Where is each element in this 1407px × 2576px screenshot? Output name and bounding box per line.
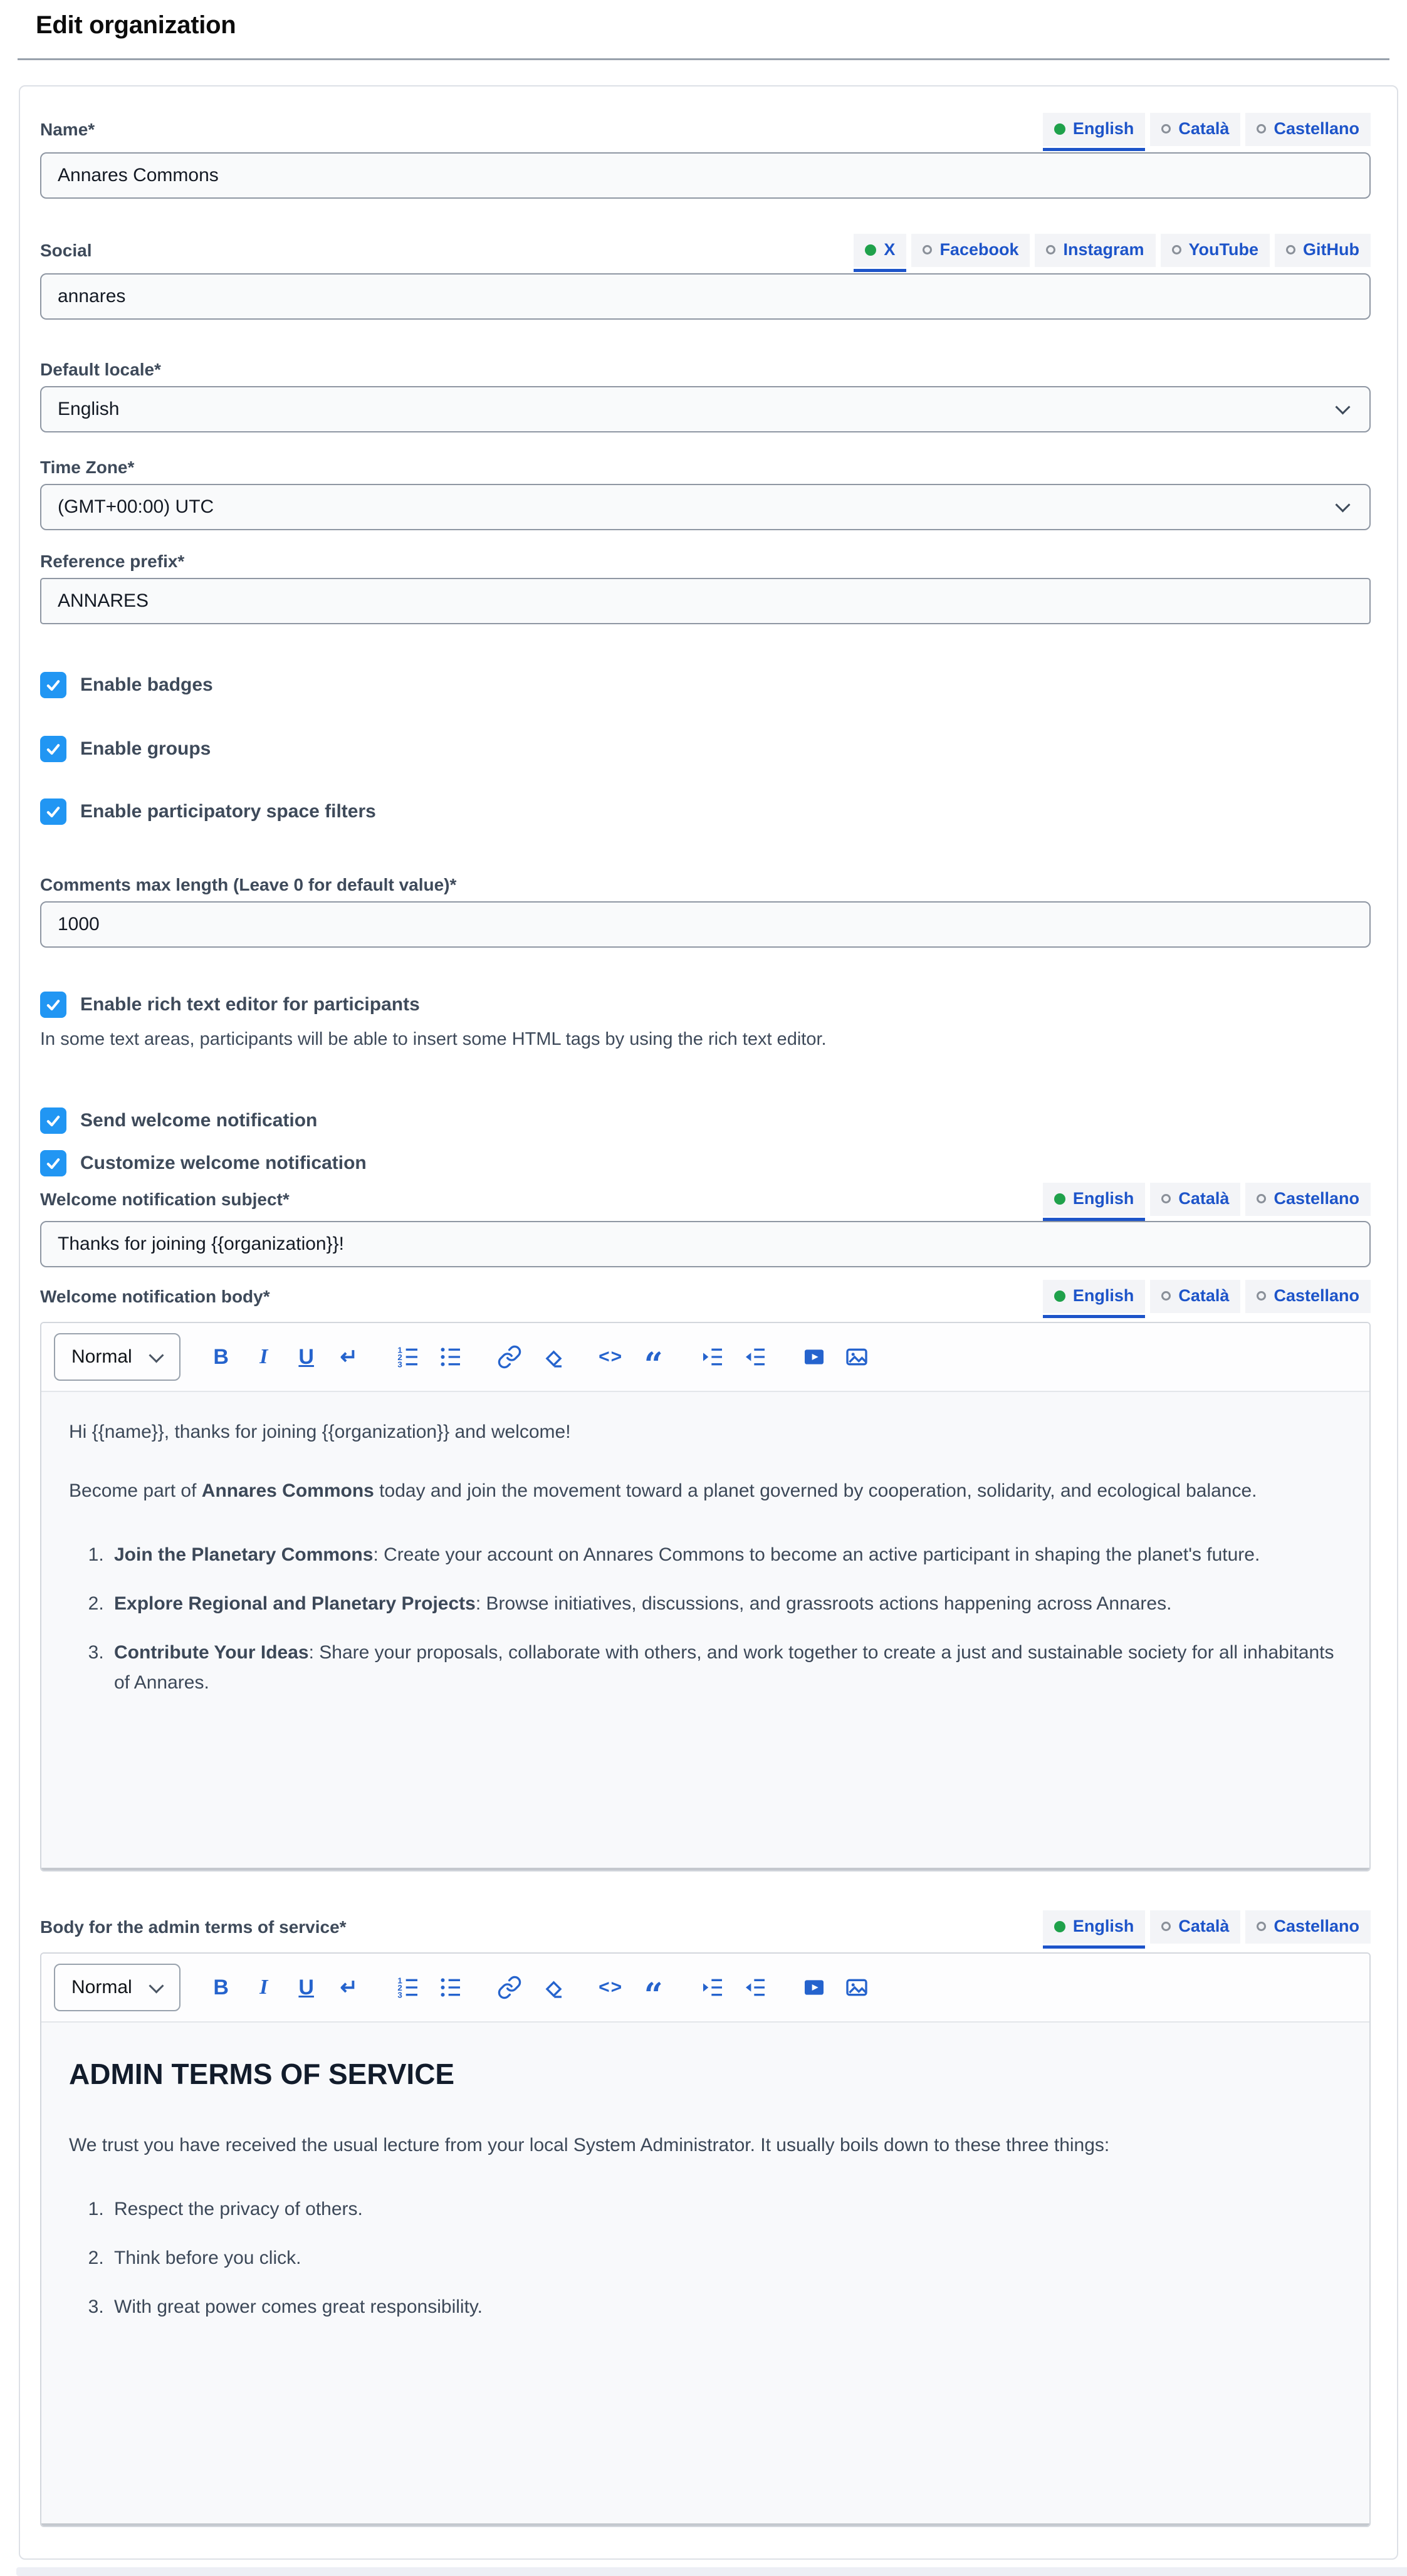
admin-editor-toolbar (41, 1954, 1369, 2021)
active-locale-dot-icon (1054, 1193, 1065, 1205)
svg-text:3: 3 (397, 1359, 402, 1369)
chevron-down-icon (1335, 399, 1350, 414)
locale-tab-label: Castellano (1274, 1917, 1359, 1935)
chevron-down-icon (149, 1348, 164, 1363)
indent-icon[interactable] (698, 1341, 727, 1373)
clear-format-icon[interactable] (538, 1972, 567, 2003)
bullet-list-icon[interactable] (436, 1341, 465, 1373)
clear-format-icon[interactable] (538, 1341, 567, 1373)
paragraph-style-value: Normal (71, 1346, 132, 1367)
enable-space-filters-label: Enable participatory space filters (80, 801, 376, 822)
welcome-paragraph-2: Become part of Annares Commons today and join the movement toward a planet governed by cooperation, solidarity, and ecological balance. (69, 1480, 1257, 1501)
inactive-locale-ring-icon (1161, 1291, 1171, 1301)
welcome-subject-label: Welcome notification subject* (40, 1189, 290, 1209)
enable-rich-text-checkbox[interactable] (40, 992, 66, 1018)
welcome-subject-input[interactable] (40, 1221, 1371, 1267)
admin-tos-list (69, 2194, 1342, 2322)
locale-tab-english[interactable] (1043, 1280, 1146, 1313)
inactive-locale-ring-icon (1257, 124, 1266, 134)
locale-tab-catala[interactable] (1150, 113, 1240, 146)
active-locale-dot-icon (1054, 1921, 1065, 1932)
toolbar-tools (207, 1341, 885, 1384)
name-label-row (40, 113, 1371, 146)
active-locale-dot-icon (1054, 1291, 1065, 1302)
default-locale-value: English (58, 399, 120, 419)
locale-tab-label: Català (1178, 1286, 1230, 1305)
svg-text:2: 2 (397, 1353, 402, 1362)
locale-tab-castellano[interactable] (1245, 1280, 1371, 1313)
reference-prefix-input[interactable] (40, 578, 1371, 624)
outdent-icon[interactable] (741, 1972, 770, 2003)
locale-tab-label: English (1072, 1917, 1134, 1935)
locale-tab-castellano[interactable] (1245, 1910, 1371, 1944)
locale-tab-label: Català (1178, 119, 1230, 138)
video-icon[interactable] (800, 1972, 829, 2003)
social-label: Social (40, 240, 92, 260)
enable-rich-text-label: Enable rich text editor for participants (80, 994, 420, 1015)
line-break-icon[interactable]: ↵ (340, 1345, 358, 1369)
time-zone-select[interactable] (40, 484, 1371, 530)
svg-text:1: 1 (397, 1345, 402, 1355)
page-bottom-strip (16, 2567, 1407, 2576)
active-locale-dot-icon (1054, 123, 1065, 135)
header-divider (18, 58, 1389, 60)
underline-icon[interactable]: U (298, 1344, 314, 1369)
locale-tab-label: Català (1178, 1917, 1230, 1935)
locale-tab-catala[interactable] (1150, 1910, 1240, 1944)
locale-tab-label: Castellano (1274, 119, 1359, 138)
video-icon[interactable] (800, 1341, 829, 1373)
bold-icon[interactable]: B (213, 1975, 229, 1999)
bullet-list-icon[interactable] (436, 1972, 465, 2003)
welcome-body-label-row (40, 1280, 1371, 1313)
line-break-icon[interactable]: ↵ (340, 1976, 358, 1999)
paragraph-style-dropdown[interactable] (54, 1333, 180, 1381)
active-social-dot-icon (865, 244, 876, 256)
send-welcome-checkbox[interactable] (40, 1107, 66, 1134)
name-input[interactable] (40, 152, 1371, 199)
enable-badges-row (40, 672, 1371, 698)
locale-tab-catala[interactable] (1150, 1280, 1240, 1313)
link-icon[interactable] (495, 1341, 524, 1373)
edit-organization-form (19, 85, 1398, 2560)
image-icon[interactable] (842, 1341, 871, 1373)
admin-editor-content[interactable] (41, 2021, 1369, 2526)
enable-groups-row (40, 736, 1371, 762)
code-icon[interactable]: <> (599, 1346, 624, 1367)
social-tab-youtube[interactable] (1161, 234, 1270, 267)
time-zone-label: Time Zone* (40, 458, 135, 477)
page-header (0, 0, 1407, 39)
ordered-list-icon[interactable] (394, 1972, 422, 2003)
name-locale-tabs (1043, 113, 1371, 146)
locale-tab-english[interactable] (1043, 1910, 1146, 1944)
locale-tab-label: English (1072, 1286, 1134, 1305)
social-tab-x[interactable] (854, 234, 906, 267)
locale-tab-label: English (1072, 119, 1134, 138)
enable-space-filters-row (40, 798, 1371, 825)
locale-tab-label: Català (1178, 1189, 1230, 1208)
locale-tab-english[interactable] (1043, 113, 1146, 146)
welcome-body-editor (40, 1322, 1371, 1872)
inactive-locale-ring-icon (1257, 1194, 1266, 1203)
name-label: Name* (40, 119, 95, 139)
quote-icon[interactable]: “ (644, 1346, 663, 1384)
welcome-body-label: Welcome notification body* (40, 1286, 270, 1306)
inactive-locale-ring-icon (1161, 1194, 1171, 1203)
rich-text-help-text: In some text areas, participants will be able to insert some HTML tags by using the rich text editor. (40, 1029, 827, 1049)
customize-welcome-row (40, 1150, 1371, 1176)
image-icon[interactable] (842, 1972, 871, 2003)
comments-max-length-input[interactable] (40, 901, 1371, 948)
send-welcome-row (40, 1107, 1371, 1134)
inactive-locale-ring-icon (1257, 1291, 1266, 1301)
welcome-list (69, 1540, 1342, 1698)
comments-max-length-label: Comments max length (Leave 0 for default value)* (40, 875, 457, 894)
social-label-row (40, 234, 1371, 267)
enable-badges-label: Enable badges (80, 674, 213, 695)
welcome-editor-toolbar (41, 1323, 1369, 1391)
list-item: 2. Think before you click. (109, 2243, 1342, 2273)
inactive-social-ring-icon (1286, 245, 1295, 254)
welcome-body-locale-tabs (1043, 1280, 1371, 1313)
admin-tos-locale-tabs (1043, 1910, 1371, 1944)
locale-tab-english[interactable] (1043, 1183, 1146, 1216)
link-icon[interactable] (495, 1972, 524, 2003)
inactive-social-ring-icon (1172, 245, 1181, 254)
list-item: 1. Respect the privacy of others. (109, 2194, 1342, 2224)
list-item: 2. Explore Regional and Planetary Projects: Browse initiatives, discussions, and grassroots actions happening across Annares. (109, 1589, 1342, 1619)
default-locale-select[interactable] (40, 386, 1371, 432)
admin-tos-label: Body for the admin terms of service* (40, 1917, 347, 1937)
italic-icon[interactable]: I (259, 1976, 268, 1999)
admin-tos-heading: ADMIN TERMS OF SERVICE (69, 2058, 455, 2090)
enable-groups-label: Enable groups (80, 738, 211, 759)
chevron-down-icon (1335, 497, 1350, 512)
customize-welcome-label: Customize welcome notification (80, 1153, 367, 1173)
quote-icon[interactable]: “ (644, 1976, 663, 2014)
locale-tab-castellano[interactable] (1245, 1183, 1371, 1216)
locale-tab-label: Castellano (1274, 1286, 1359, 1305)
social-network-tabs (854, 234, 1371, 267)
paragraph-style-value: Normal (71, 1977, 132, 1997)
social-tab-instagram[interactable] (1035, 234, 1155, 267)
svg-text:2: 2 (397, 1983, 402, 1992)
toolbar-tools (207, 1972, 885, 2014)
svg-text:3: 3 (397, 1990, 402, 2000)
list-item: 3. Contribute Your Ideas: Share your proposals, collaborate with others, and work together to create a just and sustainable society for all inhabitants of Annares. (109, 1638, 1342, 1698)
admin-tos-editor (40, 1952, 1371, 2527)
welcome-subject-label-row (40, 1183, 1371, 1216)
list-item: 1. Join the Planetary Commons: Create your account on Annares Commons to become an active participant in shaping the planet's future. (109, 1540, 1342, 1570)
social-input[interactable] (40, 273, 1371, 320)
locale-tab-catala[interactable] (1150, 1183, 1240, 1216)
italic-icon[interactable]: I (259, 1345, 268, 1368)
page-title: Edit organization (36, 11, 236, 39)
social-tab-github[interactable] (1275, 234, 1371, 267)
enable-badges-checkbox[interactable] (40, 672, 66, 698)
inactive-locale-ring-icon (1257, 1922, 1266, 1931)
list-item: 3. With great power comes great responsibility. (109, 2292, 1342, 2322)
admin-tos-paragraph: We trust you have received the usual lecture from your local System Administrator. It usually boils down to these three things: (69, 2134, 1110, 2155)
admin-tos-label-row (40, 1910, 1371, 1944)
time-zone-value: (GMT+00:00) UTC (58, 496, 214, 517)
inactive-social-ring-icon (1046, 245, 1055, 254)
customize-welcome-checkbox[interactable] (40, 1150, 66, 1176)
social-tab-label: YouTube (1188, 240, 1259, 259)
default-locale-label: Default locale* (40, 360, 161, 379)
social-tab-label: GitHub (1303, 240, 1359, 259)
svg-text:1: 1 (397, 1976, 402, 1986)
outdent-icon[interactable] (741, 1341, 770, 1373)
welcome-paragraph-1: Hi {{name}}, thanks for joining {{organization}} and welcome! (69, 1422, 571, 1442)
ordered-list-icon[interactable] (394, 1341, 422, 1373)
social-tab-label: Facebook (939, 240, 1019, 259)
bold-icon[interactable]: B (213, 1344, 229, 1369)
enable-rich-text-row (40, 992, 1371, 1018)
reference-prefix-label: Reference prefix* (40, 552, 185, 571)
locale-tab-label: Castellano (1274, 1189, 1359, 1208)
indent-icon[interactable] (698, 1972, 727, 2003)
social-tab-label: Instagram (1063, 240, 1144, 259)
locale-tab-label: English (1072, 1189, 1134, 1208)
social-tab-label: X (884, 240, 896, 259)
inactive-social-ring-icon (923, 245, 932, 254)
underline-icon[interactable]: U (298, 1975, 314, 1999)
enable-space-filters-checkbox[interactable] (40, 798, 66, 825)
enable-groups-checkbox[interactable] (40, 736, 66, 762)
welcome-editor-content[interactable] (41, 1391, 1369, 1870)
welcome-subject-locale-tabs (1043, 1183, 1371, 1216)
send-welcome-label: Send welcome notification (80, 1110, 318, 1131)
inactive-locale-ring-icon (1161, 1922, 1171, 1931)
code-icon[interactable]: <> (599, 1977, 624, 1997)
inactive-locale-ring-icon (1161, 124, 1171, 134)
locale-tab-castellano[interactable] (1245, 113, 1371, 146)
chevron-down-icon (149, 1978, 164, 1993)
paragraph-style-dropdown[interactable] (54, 1964, 180, 2011)
social-tab-facebook[interactable] (911, 234, 1030, 267)
